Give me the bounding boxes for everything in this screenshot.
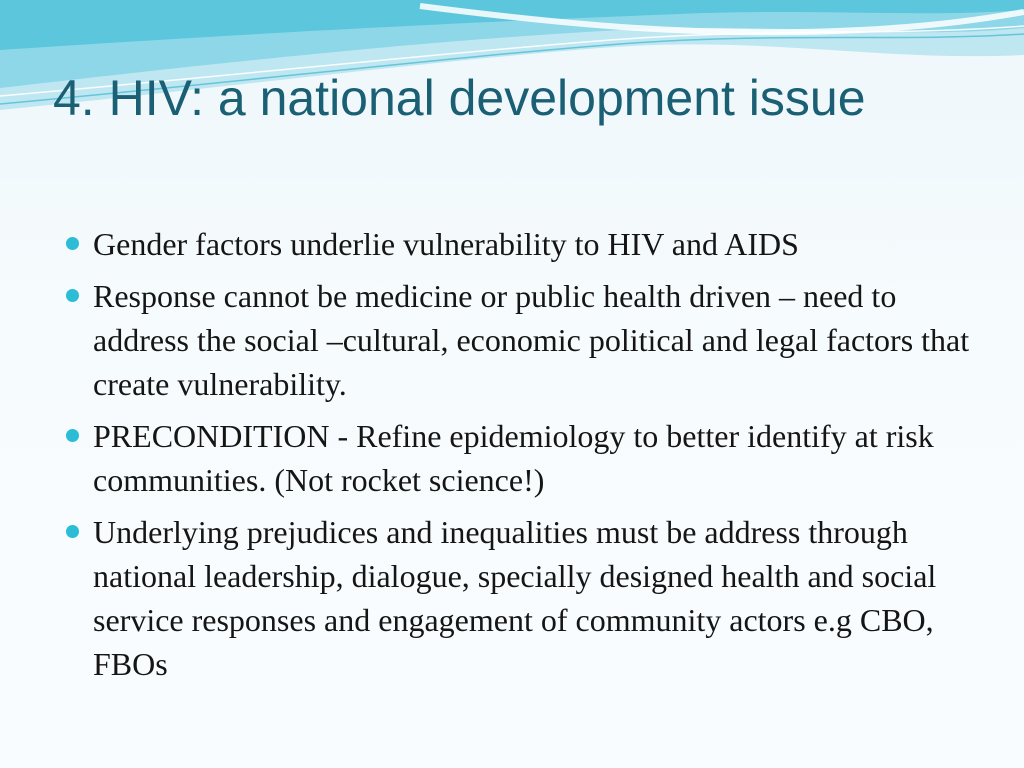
bullet-text: Underlying prejudices and inequalities must be address through national leadership, dialogue, specially designed health and social service responses and engagement of community actors e.g CBO, FBOs [93, 514, 937, 682]
bullet-item [62, 222, 982, 266]
bullet-marker-icon [66, 289, 79, 302]
bullet-marker-icon [66, 525, 79, 538]
slide-title: 4. HIV: a national development issue [53, 70, 866, 126]
bullet-item [62, 274, 982, 406]
bullet-marker-icon [66, 429, 79, 442]
bullet-list [62, 222, 982, 694]
bullet-item [62, 414, 982, 502]
bullet-text: Gender factors underlie vulnerability to HIV and AIDS [93, 226, 799, 262]
bullet-marker-icon [66, 237, 79, 250]
bullet-text: Response cannot be medicine or public health driven – need to address the social –cultural, economic political and legal factors that create vulnerability. [93, 278, 970, 402]
bullet-text: PRECONDITION - Refine epidemiology to better identify at risk communities. (Not rocket science!) [93, 418, 934, 498]
bullet-item [62, 510, 982, 686]
